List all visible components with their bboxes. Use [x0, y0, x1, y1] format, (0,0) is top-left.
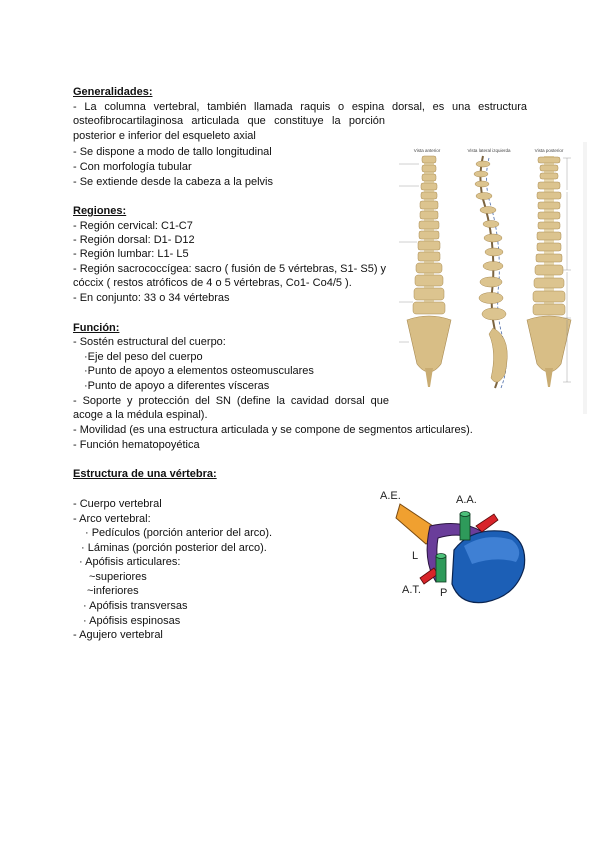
- spine-lateral-view: [474, 156, 507, 388]
- intro-line-1: - La columna vertebral, también llamada raquis o espina dorsal, es una estructura: [73, 101, 527, 113]
- region-item: - Región lumbar: L1- L5: [73, 248, 189, 260]
- spine-view-label: Vista posterior: [534, 148, 564, 153]
- heading-generalidades: Generalidades:: [73, 86, 153, 98]
- region-item: - En conjunto: 33 o 34 vértebras: [73, 292, 230, 304]
- intro-line-2: osteofibrocartilaginosa articulada que constituye la porción: [73, 115, 385, 127]
- function-subitem: ·Punto de apoyo a diferentes vísceras: [84, 380, 270, 392]
- transverse-process-shape: [476, 514, 498, 532]
- spine-drawing: [397, 142, 587, 414]
- vertebra-subitem: ~inferiores: [87, 585, 139, 597]
- function-item: - Función hematopoyética: [73, 439, 200, 451]
- heading-estructura-vertebra: Estructura de una vértebra:: [73, 468, 217, 480]
- function-item: - Sostén estructural del cuerpo:: [73, 336, 226, 348]
- general-item: - Con morfología tubular: [73, 161, 192, 173]
- label-aa: A.A.: [456, 494, 477, 506]
- label-l: L: [412, 550, 419, 562]
- vertebra-drawing: [376, 488, 528, 616]
- spine-view-label: Vista lateral izquierda: [467, 148, 511, 153]
- function-item: - Movilidad (es una estructura articulada y se compone de segmentos articulares).: [73, 424, 473, 436]
- function-subitem: ·Punto de apoyo a elementos osteomusculares: [84, 365, 314, 377]
- region-item: - Región dorsal: D1- D12: [73, 234, 195, 246]
- general-item: - Se extiende desde la cabeza a la pelvis: [73, 176, 273, 188]
- vertebra-subitem: · Apófisis transversas: [83, 600, 188, 612]
- region-item: cóccix ( restos atróficos de 4 o 5 vértebras, Co1- Co4/5 ).: [73, 277, 352, 289]
- heading-regiones: Regiones:: [73, 205, 127, 217]
- vertebra-item: - Arco vertebral:: [73, 513, 151, 525]
- articular-process-shape: [436, 556, 446, 582]
- spine-anterior-view: [407, 156, 451, 387]
- vertebra-item: - Agujero vertebral: [73, 629, 163, 641]
- region-item: - Región cervical: C1-C7: [73, 220, 193, 232]
- heading-funcion: Función:: [73, 322, 120, 334]
- articular-process-shape: [460, 514, 470, 540]
- spine-view-label: Vista anterior: [413, 148, 441, 153]
- vertebra-subitem: · Láminas (porción posterior del arco).: [81, 542, 267, 554]
- label-ae: A.E.: [380, 490, 401, 502]
- vertebra-subitem: · Pedículos (porción anterior del arco).: [85, 527, 273, 539]
- label-p: P: [440, 587, 448, 599]
- intro-line-3: posterior e inferior del esqueleto axial: [73, 130, 256, 142]
- spine-posterior-view: [527, 156, 571, 387]
- region-item: - Región sacrococcígea: sacro ( fusión de 5 vértebras, S1- S5) y: [73, 263, 387, 275]
- vertebra-subitem: · Apófisis espinosas: [83, 615, 181, 627]
- vertebra-item: - Cuerpo vertebral: [73, 498, 162, 510]
- function-subitem: ·Eje del peso del cuerpo: [84, 351, 203, 363]
- function-item: - Soporte y protección del SN (define la cavidad dorsal que: [73, 395, 389, 407]
- function-item: acoge a la médula espinal).: [73, 409, 208, 421]
- spine-illustration: [397, 142, 587, 414]
- vertebra-diagram: [376, 488, 528, 616]
- vertebra-subitem: · Apófisis articulares:: [79, 556, 181, 568]
- general-item: - Se dispone a modo de tallo longitudinal: [73, 146, 272, 158]
- vertebra-subitem: ~superiores: [89, 571, 147, 583]
- label-at: A.T.: [402, 584, 421, 596]
